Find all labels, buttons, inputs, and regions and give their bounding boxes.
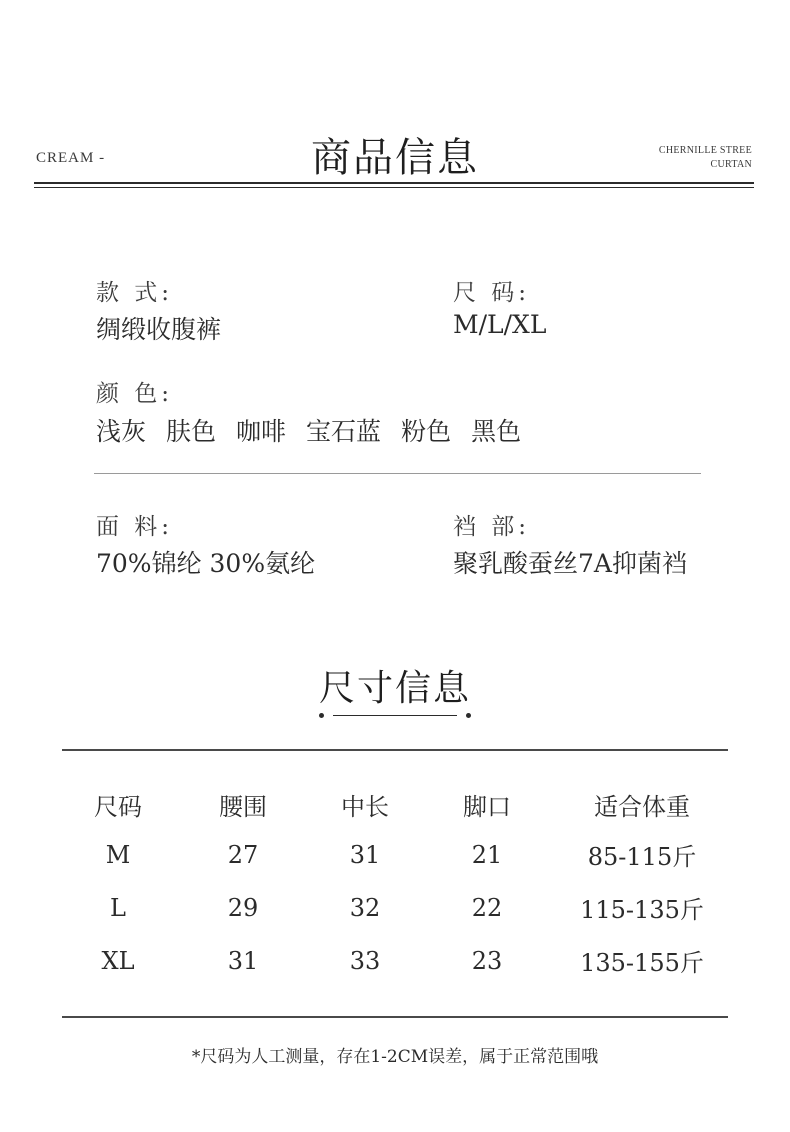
color-item: 肤色 — [166, 417, 217, 446]
color-item: 黑色 — [471, 417, 522, 446]
table-cell: 33 — [349, 946, 381, 975]
table-header-row — [62, 780, 728, 828]
table-cell: L — [110, 893, 126, 922]
column-header: 脚口 — [463, 792, 511, 821]
column-header: 尺码 — [94, 792, 142, 821]
size-table — [62, 780, 728, 987]
color-item: 咖啡 — [236, 417, 287, 446]
table-cell: 31 — [349, 840, 381, 869]
table-cell: M — [105, 840, 131, 869]
brand-right-text — [659, 144, 752, 172]
column-header: 腰围 — [219, 792, 267, 821]
table-bottom-rule — [62, 1016, 728, 1018]
table-cell: 22 — [471, 893, 503, 922]
size-section-title: 尺寸信息 — [318, 668, 471, 709]
color-label: 颜 色: — [96, 381, 174, 407]
table-cell: 135-155斤 — [580, 949, 704, 977]
color-item: 浅灰 — [96, 417, 147, 446]
brand-right-line1: CHERNILLE STREE — [658, 145, 752, 156]
table-cell: 115-135斤 — [580, 896, 704, 924]
page-title: 商品信息 — [311, 135, 479, 181]
table-cell: 29 — [227, 893, 259, 922]
column-header: 中长 — [341, 792, 389, 821]
decor-dot-right — [466, 713, 471, 718]
crotch-value: 聚乳酸蚕丝7A抑菌裆 — [453, 549, 687, 578]
divider — [94, 473, 701, 474]
table-row — [62, 881, 728, 934]
table-cell: 32 — [349, 893, 381, 922]
color-item: 宝石蓝 — [306, 417, 382, 446]
column-header: 适合体重 — [594, 792, 690, 821]
header-rule-thick — [34, 182, 754, 184]
table-cell: 27 — [227, 840, 259, 869]
table-top-rule — [62, 749, 728, 751]
table-cell: 23 — [471, 946, 503, 975]
color-list — [96, 412, 521, 448]
table-cell: XL — [101, 946, 135, 975]
style-label: 款 式: — [96, 280, 174, 306]
brand-left-text: CREAM - — [36, 150, 106, 166]
size-label: 尺 码: — [453, 280, 531, 306]
style-value: 绸缎收腹裤 — [96, 315, 222, 344]
size-value: M/L/XL — [453, 310, 547, 339]
brand-right-line2: CURTAN — [710, 159, 752, 170]
decor-dot-left — [319, 713, 324, 718]
color-item: 粉色 — [401, 417, 452, 446]
table-cell: 85-115斤 — [587, 843, 697, 871]
table-cell: 31 — [227, 946, 259, 975]
crotch-label: 裆 部: — [453, 514, 531, 540]
table-row — [62, 934, 728, 987]
fabric-label: 面 料: — [96, 514, 174, 540]
table-cell: 21 — [471, 840, 503, 869]
table-row — [62, 828, 728, 881]
size-footnote: *尺码为人工测量，存在1-2CM误差，属于正常范围哦 — [191, 1047, 599, 1067]
title-underline — [333, 715, 457, 716]
header-rule-thin — [34, 187, 754, 188]
fabric-value: 70%锦纶 30%氨纶 — [96, 549, 316, 578]
